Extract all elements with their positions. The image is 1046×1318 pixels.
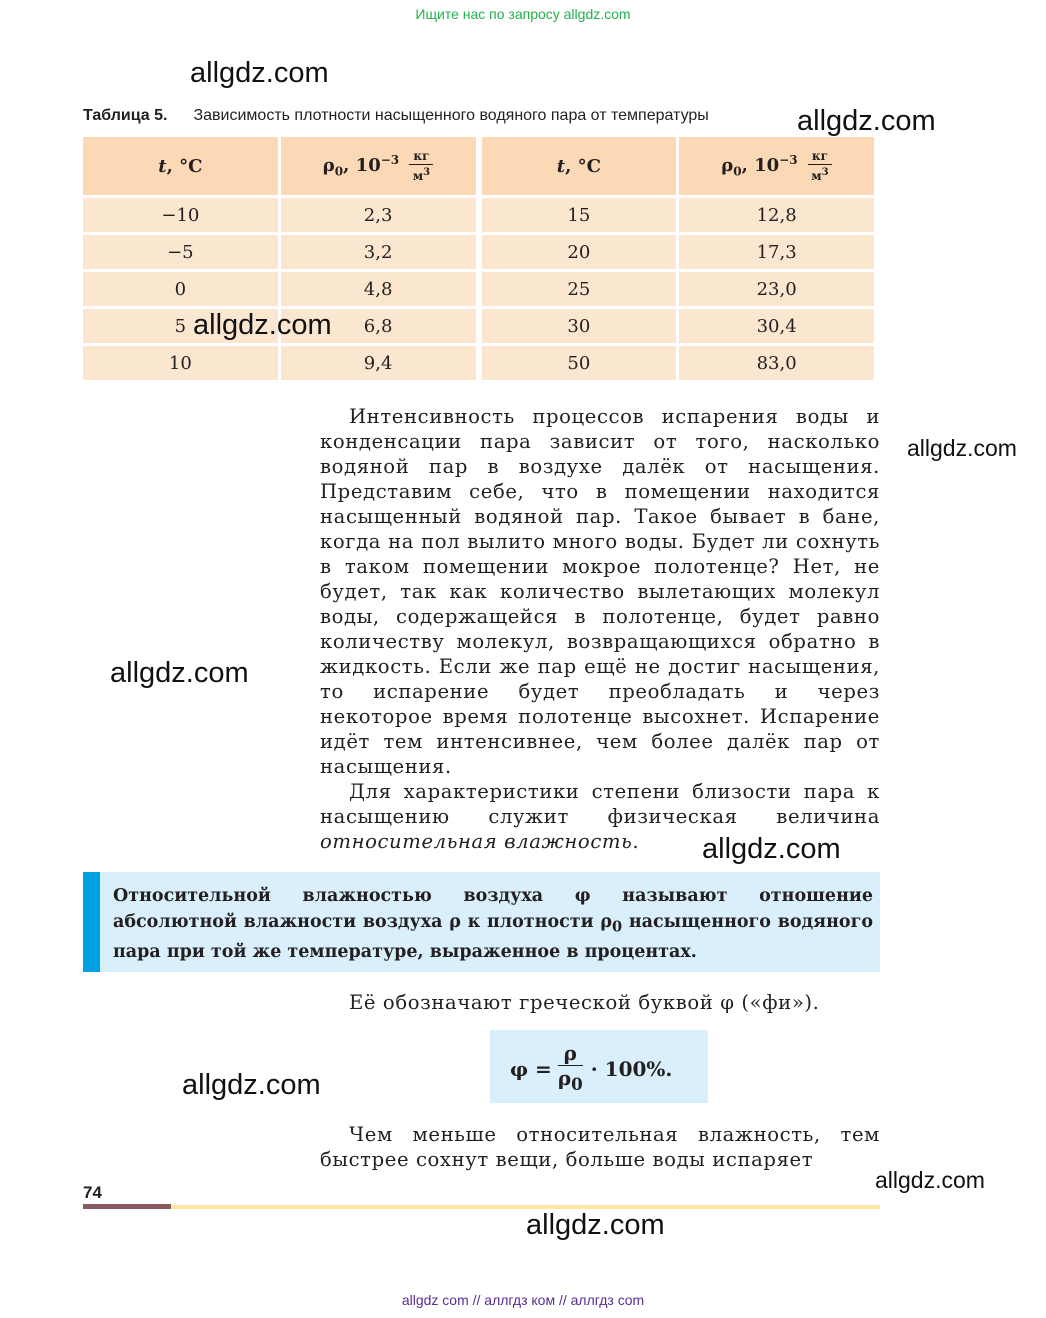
table-caption [83,107,709,125]
header-density: $\rho_0$, $10^{-3}$ $\frac{кг}{м^3}$ [281,137,476,195]
header-density: $\rho_0$, $10^{-3}$ $\frac{кг}{м^3}$ [679,137,874,195]
cell-temperature: −5 [83,235,278,269]
paragraph: Её обозначают греческой буквой φ («фи»). [349,991,820,1014]
cell-temperature: −10 [83,198,278,232]
definition-accent-bar [83,872,100,972]
table-row [83,272,874,306]
cell-density: 9,4 [281,346,476,380]
cell-temperature: 50 [482,346,677,380]
cell-temperature: 25 [482,272,677,306]
footer-rule-accent [83,1204,171,1209]
header-temperature: t, °C [482,137,677,195]
cell-density: 2,3 [281,198,476,232]
cell-temperature: 20 [482,235,677,269]
cell-temperature: 15 [482,198,677,232]
watermark: allgdz.com [907,435,1017,461]
watermark: allgdz.com [526,1209,665,1241]
page-number: 74 [83,1183,102,1202]
table-row [83,198,874,232]
body-text [320,404,880,854]
watermark: allgdz.com [182,1069,321,1101]
cell-density: 23,0 [679,272,874,306]
cell-density: 30,4 [679,309,874,343]
density-table [80,134,877,383]
header-temperature: t, °C [83,137,278,195]
watermark: allgdz.com [797,105,936,137]
definition-text: Относительной влажностью воздуха φ называют отношение абсолютной влажности воздуха ρ к плотности $\rho_0$ насыщенного водяного пара при той же температуре, выраженное в процентах. [113,886,873,962]
table-header-row [83,137,874,195]
watermark: allgdz.com [193,309,332,341]
formula-box [490,1030,708,1103]
cell-temperature: 30 [482,309,677,343]
cell-temperature: 0 [83,272,278,306]
top-banner: Ищите нас по запросу allgdz.com [415,6,631,22]
cell-density: 83,0 [679,346,874,380]
definition-box [83,872,880,972]
footer-links: allgdz com // аллгдз ком // аллгдз com [401,1292,645,1308]
paragraph: Для характеристики степени близости пара к насыщению служит физическая величина относительная влажность. [320,780,880,853]
body-text-end [320,1122,880,1172]
table-row [83,346,874,380]
watermark: allgdz.com [190,57,329,89]
notation-text [320,990,880,1015]
cell-temperature: 10 [83,346,278,380]
table-caption-text: Зависимость плотности насыщенного водяного пара от температуры [193,107,709,124]
watermark: allgdz.com [875,1167,985,1193]
watermark: allgdz.com [110,657,249,689]
cell-density: 4,8 [281,272,476,306]
cell-density: 17,3 [679,235,874,269]
cell-temperature: 5 [83,309,278,343]
cell-density: 3,2 [281,235,476,269]
table-row [83,235,874,269]
cell-density: 12,8 [679,198,874,232]
paragraph: Чем меньше относительная влажность, тем быстрее сохнут вещи, больше воды испаряет [320,1123,880,1171]
table-caption-label: Таблица 5. [83,107,168,124]
watermark: allgdz.com [702,833,841,865]
paragraph: Интенсивность процессов испарения воды и конденсации пара зависит от того, насколько водяной пар в воздухе далёк от насыщения. Представим себе, что в помещении находится насыщенный водяной пар. Такое бывает в бане, когда на пол вылито много воды. Будет ли сохнуть в таком помещении мокрое полотенце? Нет, не будет, так как количество вылетающих молекул воды, содержащейся в полотенце, будет равно количеству молекул, возвращающихся обратно в жидкость. Если же пар ещё не достиг насыщения, то испарение будет преобладать и через некоторое время полотенце высохнет. Испарение идёт тем интенсивнее, чем более далёк пар от насыщения. [320,405,880,778]
cell-density: 6,8 [281,309,476,343]
humidity-formula: φ = $\frac{\rho}{\rho_0}$ · 100%. [510,1041,673,1094]
